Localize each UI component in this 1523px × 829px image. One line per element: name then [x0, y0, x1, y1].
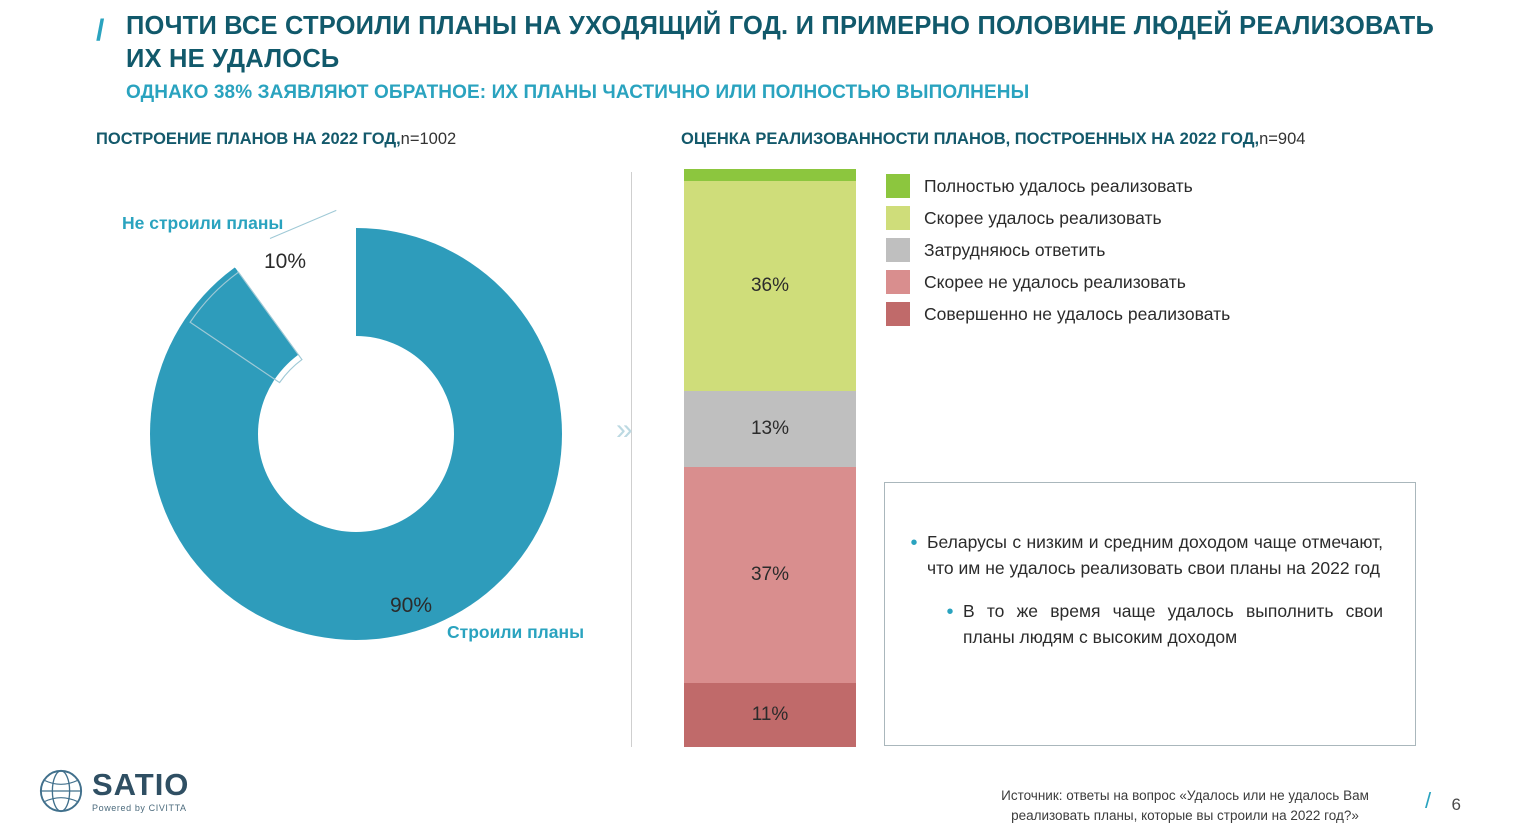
bar-segment-2: 36% — [684, 181, 856, 391]
plans-donut-chart — [150, 228, 562, 640]
source-note: Источник: ответы на вопрос «Удалось или не удалось Вам реализовать планы, которые вы строили на 2022 год?» — [1001, 788, 1369, 823]
right-chart-heading-text: ОЦЕНКА РЕАЛИЗОВАННОСТИ ПЛАНОВ, ПОСТРОЕННЫХ НА 2022 ГОД, — [681, 130, 1260, 148]
legend-item — [886, 170, 1406, 202]
legend-swatch-icon — [886, 302, 910, 326]
legend-item — [886, 234, 1406, 266]
legend-item — [886, 202, 1406, 234]
legend-label: Затрудняюсь ответить — [924, 239, 1106, 260]
section-divider — [631, 172, 632, 747]
satio-logo — [38, 768, 189, 814]
right-chart-heading — [681, 130, 1305, 149]
page-accent-slash-icon: \ — [1424, 788, 1431, 813]
slide-header — [96, 10, 1436, 104]
insight-bullet — [901, 529, 1383, 582]
page-subtitle: ОДНАКО 38% ЗАЯВЛЯЮТ ОБРАТНОЕ: ИХ ПЛАНЫ ЧАСТИЧНО ИЛИ ПОЛНОСТЬЮ ВЫПОЛНЕНЫ — [126, 82, 1030, 104]
legend-item — [886, 266, 1406, 298]
bullet-dot-icon: • — [946, 600, 954, 623]
page-number: 6 — [1451, 795, 1461, 814]
accent-slash-icon: \ — [96, 14, 105, 47]
legend-swatch-icon — [886, 174, 910, 198]
realization-stacked-bar — [684, 169, 856, 747]
legend-swatch-icon — [886, 206, 910, 230]
donut-label-made-plans: Строили планы — [447, 622, 585, 642]
chevron-right-icon: » — [616, 413, 627, 446]
page-title: ПОЧТИ ВСЕ СТРОИЛИ ПЛАНЫ НА УХОДЯЩИЙ ГОД. И ПРИМЕРНО ПОЛОВИНЕ ЛЮДЕЙ РЕАЛИЗОВАТЬ ИХ НЕ УДАЛОСЬ — [126, 12, 1434, 73]
bullet-dot-icon: • — [910, 532, 918, 554]
legend-item — [886, 298, 1406, 330]
bar-segment-5: 11% — [684, 683, 856, 747]
insight-sub-bullet — [937, 598, 1383, 651]
legend-label: Совершенно не удалось реализовать — [924, 303, 1231, 324]
donut-value-no-plans: 10% — [264, 250, 307, 273]
right-chart-sample-size: n=904 — [1259, 130, 1306, 148]
left-chart-heading — [96, 130, 456, 149]
logo-tagline: Powered by CIVITTA — [92, 803, 187, 813]
insight-bullet-text: Беларусы с низким и средним доходом чаще отмечают, что им не удалось реализовать свои планы на 2022 год — [927, 532, 1383, 579]
donut-label-no-plans: Не строили планы — [122, 213, 284, 233]
donut-hole — [258, 336, 454, 532]
legend-label: Скорее не удалось реализовать — [924, 271, 1186, 292]
legend-label: Полностью удалось реализовать — [924, 175, 1193, 196]
logo-wordmark: SATIO — [92, 767, 190, 802]
legend-swatch-icon — [886, 270, 910, 294]
left-chart-heading-text: ПОСТРОЕНИЕ ПЛАНОВ НА 2022 ГОД, — [96, 130, 401, 148]
insight-callout — [884, 482, 1416, 746]
legend-label: Скорее удалось реализовать — [924, 207, 1162, 228]
insight-sub-bullet-text: В то же время чаще удалось выполнить свои планы людям с высоким доходом — [963, 600, 1383, 647]
donut-value-made-plans: 90% — [390, 594, 433, 617]
legend-swatch-icon — [886, 238, 910, 262]
bar-segment-1 — [684, 169, 856, 181]
bar-legend — [886, 170, 1406, 330]
bar-segment-4: 37% — [684, 467, 856, 683]
globe-icon — [38, 768, 84, 814]
left-chart-sample-size: n=1002 — [400, 130, 457, 148]
bar-segment-3: 13% — [684, 391, 856, 467]
